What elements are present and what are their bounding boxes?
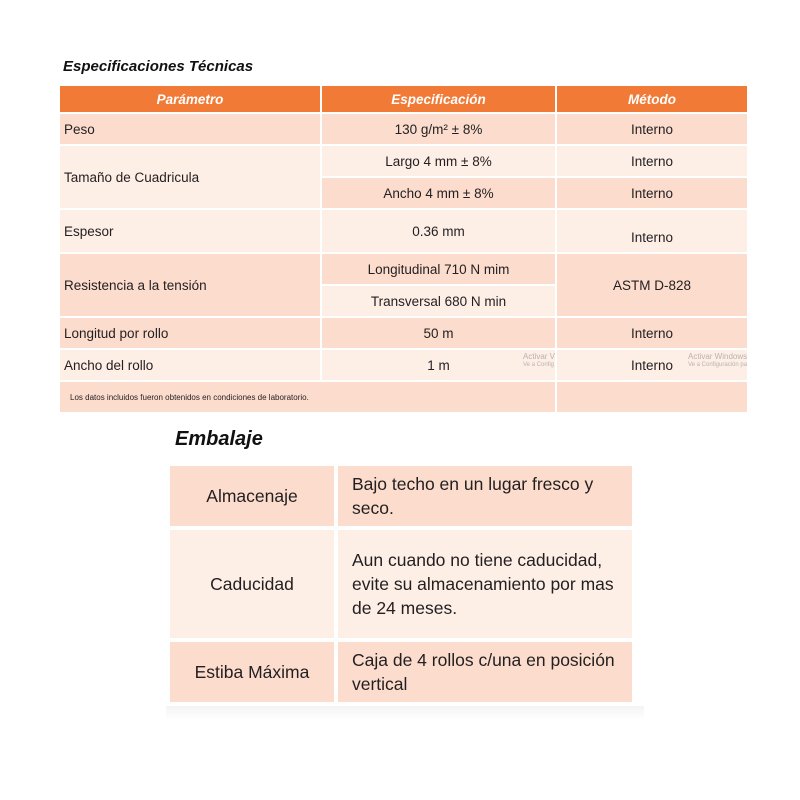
spec-cell: 130 g/m² ± 8%: [322, 114, 557, 146]
packaging-key: Caducidad: [170, 530, 338, 642]
table-shadow: [166, 706, 644, 720]
header-parameter: Parámetro: [60, 86, 322, 114]
note-row: [60, 382, 749, 414]
packaging-value: Aun cuando no tiene caducidad, evite su almacenamiento por mas de 24 meses.: [338, 530, 636, 642]
spec-cell: Largo 4 mm ± 8%: [322, 146, 557, 178]
header-method: Método: [557, 86, 749, 114]
watermark-line2: Ve a Config: [523, 362, 555, 368]
table-row: [60, 210, 749, 254]
header-specification: Especificación: [322, 86, 557, 114]
table-row: [60, 254, 749, 286]
param-cell: Espesor: [60, 210, 322, 254]
method-cell: Interno: [557, 114, 749, 146]
spec-cell: Ancho 4 mm ± 8%: [322, 178, 557, 210]
param-cell: Tamaño de Cuadricula: [60, 146, 322, 210]
param-cell: Ancho del rollo: [60, 350, 322, 382]
note-text: Los datos incluidos fueron obtenidos en condiciones de laboratorio.: [60, 382, 557, 414]
watermark-line2: Ve a Configuración pa: [688, 362, 748, 368]
packaging-title: Embalaje: [175, 428, 263, 450]
method-cell: Interno: [557, 178, 749, 210]
note-empty-cell: [557, 382, 749, 414]
table-row: [60, 350, 749, 382]
packaging-key: Estiba Máxima: [170, 642, 338, 706]
spec-cell: Transversal 680 N min: [322, 286, 557, 318]
method-cell: Interno: [557, 146, 749, 178]
activation-watermark-1: [523, 352, 555, 370]
table-row: [60, 114, 749, 146]
method-cell: Interno: [557, 350, 749, 382]
packaging-table: [170, 466, 636, 706]
spec-cell: Longitudinal 710 N mim: [322, 254, 557, 286]
method-cell: Interno: [557, 210, 749, 254]
specs-title: Especificaciones Técnicas: [63, 58, 254, 75]
packaging-value: Bajo techo en un lugar fresco y seco.: [338, 466, 636, 530]
packaging-value: Caja de 4 rollos c/una en posición vertical: [338, 642, 636, 706]
specs-table: [60, 86, 749, 414]
method-cell: Interno: [557, 318, 749, 350]
watermark-line1: Activar V: [523, 352, 556, 361]
table-row: [60, 146, 749, 178]
table-row: [170, 530, 636, 642]
activation-watermark-2: [688, 352, 747, 370]
table-row: [60, 318, 749, 350]
param-cell: Resistencia a la tensión: [60, 254, 322, 318]
spec-cell: 1 m: [322, 350, 557, 382]
packaging-key: Almacenaje: [170, 466, 338, 530]
param-cell: Peso: [60, 114, 322, 146]
watermark-line1: Activar Windows: [688, 352, 748, 361]
spec-cell: 0.36 mm: [322, 210, 557, 254]
spec-cell: 50 m: [322, 318, 557, 350]
method-cell: ASTM D-828: [557, 254, 749, 318]
specs-header-row: [60, 86, 749, 114]
table-row: [170, 466, 636, 530]
table-row: [170, 642, 636, 706]
param-cell: Longitud por rollo: [60, 318, 322, 350]
